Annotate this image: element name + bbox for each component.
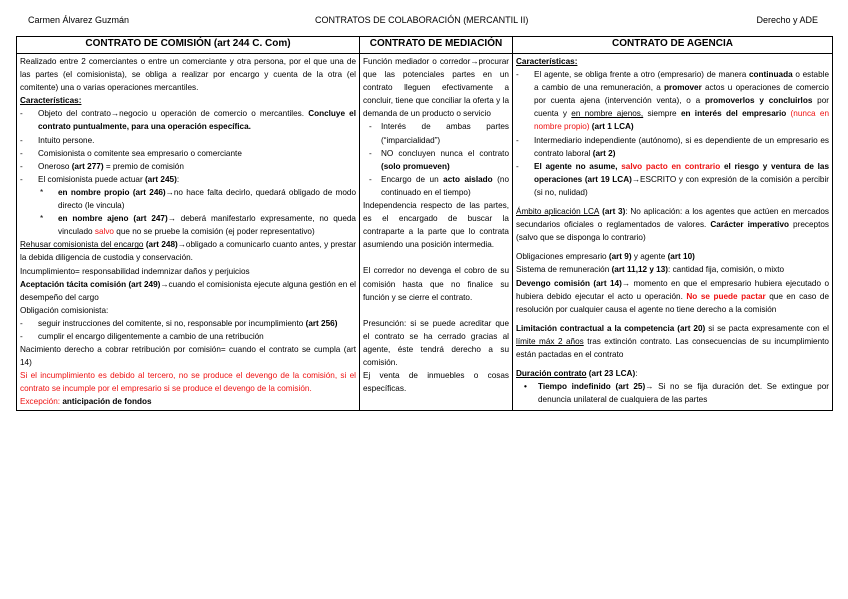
col-header-comision: CONTRATO DE COMISIÓN (art 244 C. Com)	[17, 37, 360, 54]
list-item: - El agente no asume, salvo pacto en contrario el riesgo y ventura de las operaciones (art 19 LCA)→ESCRITO y con expresión de la comisión a percibir (si no, nulidad)	[516, 160, 829, 199]
sub-item-nombre-ajeno: * en nombre ajeno (art 247)→ deberá manifestarlo expresamente, no queda vinculado salvo que no se pruebe la comisión (ej poder representativo)	[20, 212, 356, 238]
list-item: - Encargo de un acto aislado (no continuado en el tiempo)	[363, 173, 509, 199]
agencia-remuneracion: Sistema de remuneración (art 11,12 y 13): cantidad fija, comisión, o mixto	[516, 265, 785, 275]
col-header-mediacion: CONTRATO DE MEDIACIÓN	[360, 37, 513, 54]
mediacion-ejemplo: Ej venta de inmuebles o cosas específicas.	[363, 371, 509, 394]
agencia-devengo: Devengo comisión (art 14)→ momento en que el empresario hubiera ejecutado o hubiera debido ejecutar el acto u operación. No se puede pactar que en caso de resolución por cualquier causa el agente no tiene derecho a la comisión	[516, 278, 830, 314]
agencia-obligaciones: Obligaciones empresario (art 9) y agente (art 10)	[516, 252, 695, 262]
comision-obligacion-title: Obligación comisionista:	[20, 305, 109, 315]
agencia-limitacion: Limitación contractual a la competencia (art 20) si se pacta expresamente con el límite máx 2 años tras extinción contrato. Las consecuencias de su incumplimiento están pactadas en el contrato	[516, 323, 829, 359]
list-item: - Intermediario independiente (autónomo), si es dependiente de un empresario es contrato laboral (art 2)	[516, 134, 829, 160]
comision-car-title: Características:	[20, 96, 82, 106]
list-item: • Tiempo indefinido (art 25)→ Si no se fija duración det. Se extingue por denuncia unilateral de cualquiera de las partes	[516, 380, 829, 406]
document-title: CONTRATOS DE COLABORACIÓN (MERCANTIL II)	[315, 15, 529, 25]
col-header-agencia: CONTRATO DE AGENCIA	[513, 37, 833, 54]
mediacion-cell	[360, 54, 513, 411]
author: Carmen Álvarez Guzmán	[28, 15, 130, 25]
comision-incumplimiento-tercero: Si el incumplimiento es debido al tercero, no se produce el devengo de la comisión, si el contrato se incumple por el empresario si se produce el devengo de la comisión.	[20, 371, 356, 394]
comision-cell	[17, 54, 360, 411]
contracts-table	[16, 36, 833, 411]
comision-excepcion: Excepción: anticipación de fondos	[20, 397, 152, 407]
agencia-duracion: Duración contrato (art 23 LCA):	[516, 369, 638, 379]
comision-intro: Realizado entre 2 comerciantes o entre un comerciante y otra persona, por el que una de las partes (el comisionista), se obliga a realizar por encargo y cuenta de la otra (el comitente) una o varias operaciones mercantiles.	[20, 57, 356, 93]
list-item: - Objeto del contrato→negocio u operación de comercio o mercantiles. Concluye el contrato puntualmente, para una operación específica.	[20, 107, 356, 133]
table-header-row	[17, 37, 833, 54]
mediacion-intro: Función mediador o corredor→procurar que las potenciales partes en un contrato lleguen efectivamente a concluir, tiene que conciliar la oferta y la demanda de un producto o servicio	[363, 57, 509, 119]
list-item: - seguir instrucciones del comitente, si no, responsable por incumplimiento (art 256)	[20, 317, 356, 330]
list-item: - El agente, se obliga frente a otro (empresario) de manera continuada o estable a cambio de una remuneración, a promover actos u operaciones de comercio por cuenta ajena (intervención venta), o a promoverlos y concluirlos por cuenta y en nombre ajenos, siempre en interés del empresario (nunca en nombre propio) (art 1 LCA)	[516, 68, 829, 133]
comision-nacimiento: Nacimiento derecho a cobrar retribución por comisión= cuando el contrato se cumpla (art 14)	[20, 345, 356, 368]
sub-item-nombre-propio: * en nombre propio (art 246)→no hace falta decirlo, quedará obligado de modo directo (le vincula)	[20, 186, 356, 212]
mediacion-independencia: Independencia respecto de las partes, es el encargado de buscar la contraparte a la parte que lo contrata asumiendo una posición intermedia.	[363, 201, 509, 250]
list-item: - Intuito persone.	[20, 134, 356, 147]
list-item: - NO concluyen nunca el contrato (solo promueven)	[363, 147, 509, 173]
agencia-ambito: Ámbito aplicación LCA (art 3): No aplicación: a los agentes que actúen en mercados secundarios oficiales o reglamentados de valores. Carácter imperativo preceptos (salvo que se disponga lo contrario)	[516, 207, 829, 243]
list-item: - cumplir el encargo diligentemente a cambio de una retribución	[20, 330, 356, 343]
mediacion-presuncion: Presunción: si se puede acreditar que el contrato se ha cerrado gracias al agente, éste tendrá derecho a su comisión.	[363, 318, 509, 367]
list-item: - El comisionista puede actuar (art 245):	[20, 173, 356, 186]
agencia-car-title: Características:	[516, 57, 578, 66]
mediacion-devengo: El corredor no devenga el cobro de su comisión hasta que no finalice su función y se cierre el contrato.	[363, 266, 509, 302]
comision-incumplimiento: Incumplimiento= responsabilidad indemnizar daños y perjuicios	[20, 266, 250, 276]
list-item: - Oneroso (art 277) = premio de comisión	[20, 160, 356, 173]
course-name: Derecho y ADE	[756, 15, 818, 25]
agencia-cell	[513, 54, 833, 411]
comision-rehusar: Rehusar comisionista del encargo (art 248)→obligado a comunicarlo cuanto antes, y prestar la debida diligencia de custodia y conservación.	[20, 240, 356, 263]
table-body-row	[17, 54, 833, 411]
list-item: - Interés de ambas partes (“imparcialidad”)	[363, 120, 509, 146]
list-item: - Comisionista o comitente sea empresario o comerciante	[20, 147, 356, 160]
comision-aceptacion: Aceptación tácita comisión (art 249)→cuando el comisionista ejecute alguna gestión en el desempeño del cargo	[20, 279, 356, 302]
